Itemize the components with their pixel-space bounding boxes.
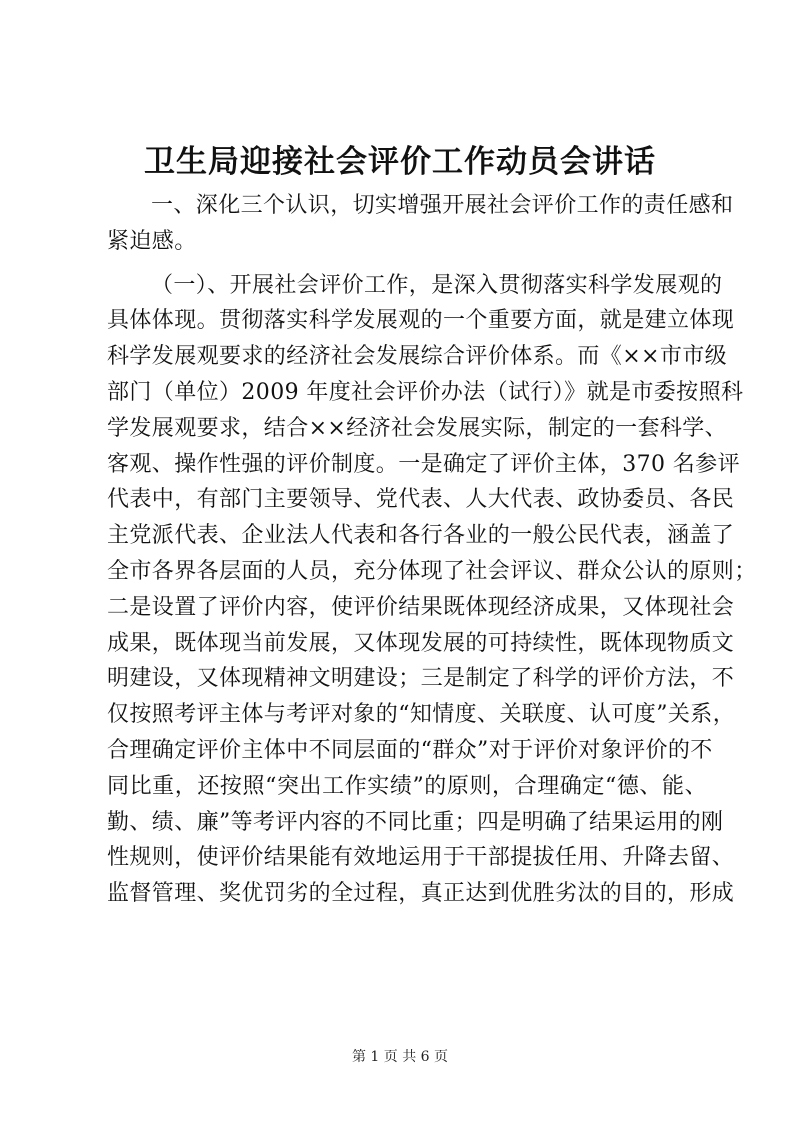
paragraph-line: 二是设置了评价内容，使评价结果既体现经济成果，又体现社会	[107, 594, 735, 620]
paragraph-line: 紧迫感。	[107, 228, 197, 254]
paragraph-line: 全市各界各层面的人员，充分体现了社会评议、群众公认的原则；	[107, 558, 757, 584]
paragraph-line: 成果，既体现当前发展，又体现发展的可持续性，既体现物质文	[107, 630, 735, 656]
paragraph-line: 客观、操作性强的评价制度。一是确定了评价主体，370 名参评	[107, 451, 740, 477]
page-footer: 第 1 页 共 6 页	[351, 1049, 449, 1065]
paragraph-line: 一、深化三个认识，切实增强开展社会评价工作的责任感和	[151, 193, 734, 218]
document-body	[107, 188, 757, 912]
paragraph-line: 代表中，有部门主要领导、党代表、人大代表、政协委员、各民	[107, 487, 735, 513]
paragraph-line: 勤、绩、廉”等考评内容的不同比重；四是明确了结果运用的刚	[107, 809, 724, 835]
paragraph-line: 仅按照考评主体与考评对象的“知情度、关联度、认可度”关系，	[107, 702, 736, 728]
paragraph-line: 监督管理、奖优罚劣的全过程，真正达到优胜劣汰的目的，形成	[107, 881, 735, 907]
paragraph-line: 合理确定评价主体中不同层面的“群众”对于评价对象评价的不	[107, 737, 713, 763]
paragraph-gap	[107, 260, 707, 268]
document-title: 卫生局迎接社会评价工作动员会讲话	[144, 144, 656, 180]
paragraph-line: 主党派代表、企业法人代表和各行各业的一般公民代表，涵盖了	[107, 523, 735, 549]
paragraph-line: （一）、开展社会评价工作，是深入贯彻落实科学发展观的	[151, 272, 723, 298]
paragraph-line: 学发展观要求，结合××经济社会发展实际，制定的一套科学、	[107, 415, 728, 441]
paragraph-line: 同比重，还按照“突出工作实绩”的原则，合理确定“德、能、	[107, 773, 707, 799]
paragraph-line: 科学发展观要求的经济社会发展综合评价体系。而《××市市级	[107, 344, 728, 370]
paragraph-line: 具体体现。贯彻落实科学发展观的一个重要方面，就是建立体现	[107, 308, 735, 334]
paragraph-line: 明建设，又体现精神文明建设；三是制定了科学的评价方法，不	[107, 666, 735, 692]
paragraph-line: 性规则，使评价结果能有效地运用于干部提拔任用、升降去留、	[107, 845, 735, 871]
paragraph-line: 部门（单位）2009 年度社会评价办法（试行）》就是市委按照科	[107, 379, 744, 405]
